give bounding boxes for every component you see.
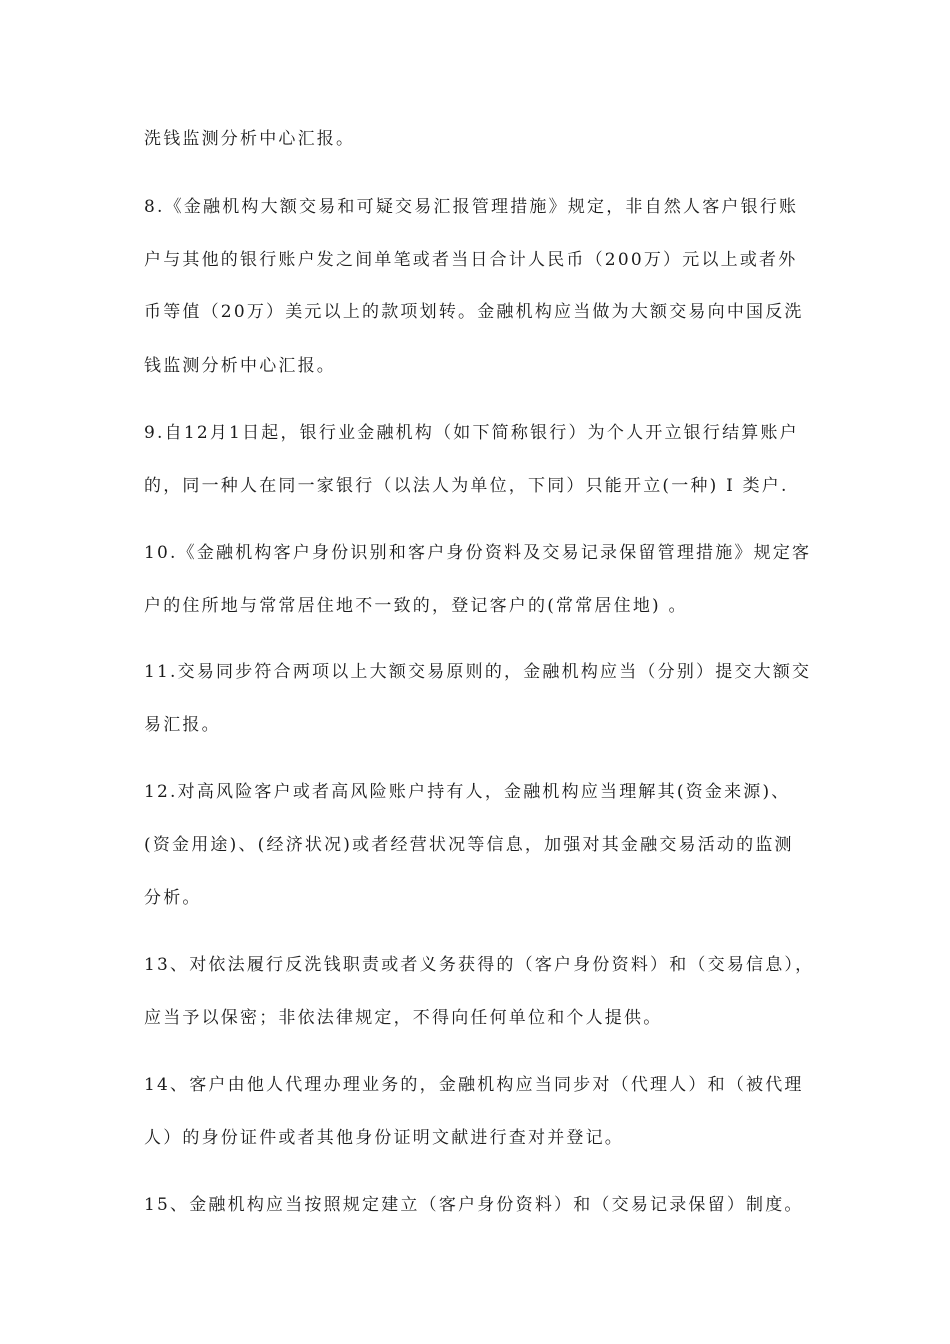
text-line: 应当予以保密；非依法律规定，不得向任何单位和个人提供。 — [144, 1008, 663, 1028]
text-line: 币等值（20万）美元以上的款项划转。金融机构应当做为大额交易向中国反洗 — [144, 302, 804, 322]
text-line: 的，同一种人在同一家银行（以法人为单位，下同）只能开立(一种) I 类户. — [144, 476, 789, 496]
text-line: 洗钱监测分析中心汇报。 — [144, 129, 356, 149]
text-line: 9.自12月1日起，银行业金融机构（如下简称银行）为个人开立银行结算账户 — [144, 423, 799, 443]
text-line: 8.《金融机构大额交易和可疑交易汇报管理措施》规定，非自然人客户银行账 — [144, 197, 799, 217]
text-line: (资金用途)、(经济状况)或者经营状况等信息，加强对其金融交易活动的监测 — [144, 835, 794, 855]
text-line: 易汇报。 — [144, 715, 221, 735]
text-line: 14、客户由他人代理办理业务的，金融机构应当同步对（代理人）和（被代理 — [144, 1075, 804, 1095]
text-line: 钱监测分析中心汇报。 — [144, 356, 336, 376]
text-line: 户与其他的银行账户发之间单笔或者当日合计人民币（200万）元以上或者外 — [144, 250, 798, 270]
text-line: 10.《金融机构客户身份识别和客户身份资料及交易记录保留管理措施》规定客 — [144, 543, 812, 563]
text-line: 13、对依法履行反洗钱职责或者义务获得的（客户身份资料）和（交易信息）， — [144, 955, 815, 975]
text-line: 户的住所地与常常居住地不一致的，登记客户的(常常居住地) 。 — [144, 596, 688, 616]
text-line: 分析。 — [144, 888, 202, 908]
text-line: 12.对高风险客户或者高风险账户持有人，金融机构应当理解其(资金来源)、 — [144, 782, 791, 802]
text-line: 11.交易同步符合两项以上大额交易原则的，金融机构应当（分别）提交大额交 — [144, 662, 812, 682]
text-line: 15、金融机构应当按照规定建立（客户身份资料）和（交易记录保留）制度。 — [144, 1195, 804, 1215]
text-line: 人）的身份证件或者其他身份证明文献进行查对并登记。 — [144, 1128, 624, 1148]
